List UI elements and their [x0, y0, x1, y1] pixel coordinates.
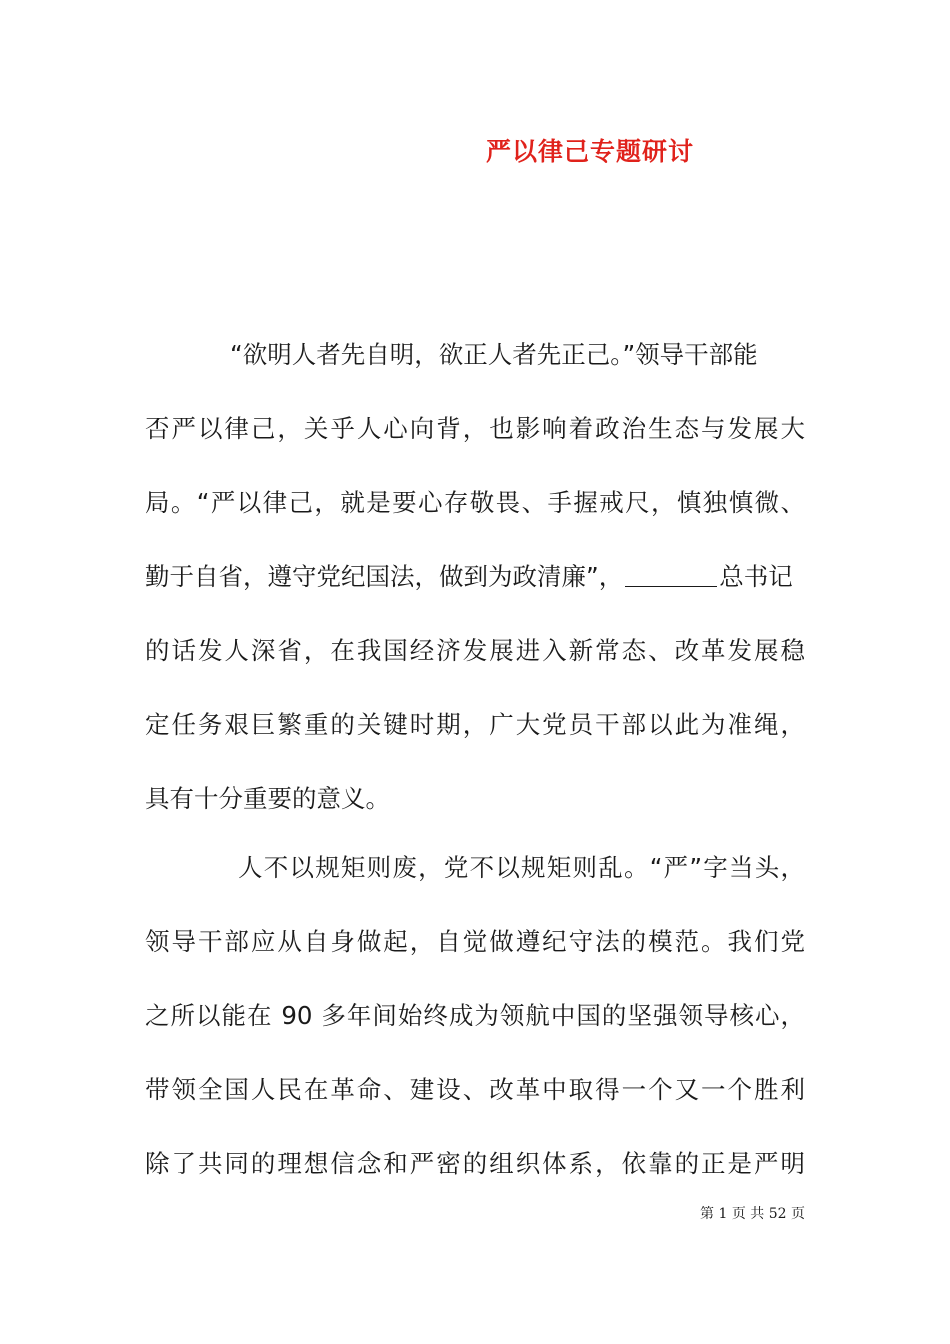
paragraph-1-line-7: 具有十分重要的意义。: [145, 784, 390, 813]
paragraph-1-line-2: 否严以律己，关乎人心向背，也影响着政治生态与发展大: [145, 414, 805, 443]
paragraph-1-line-4-text-before: 勤于自省，遵守党纪国法，做到为政清廉”，: [145, 562, 624, 591]
paragraph-2-line-1: 人不以规矩则废，党不以规矩则乱。“严”字当头，: [238, 853, 805, 882]
paragraph-1-line-6: 定任务艰巨繁重的关键时期，广大党员干部以此为准绳，: [145, 710, 805, 739]
paragraph-1-line-4: [145, 557, 805, 597]
paragraph-1-line-4-text-after: 总书记: [719, 562, 793, 591]
paragraph-2-line-3: 之所以能在 90 多年间始终成为领航中国的坚强领导核心，: [145, 1001, 805, 1030]
document-title: 严以律己专题研讨: [485, 137, 694, 166]
paragraph-2-line-5: 除了共同的理想信念和严密的组织体系，依靠的正是严明: [145, 1149, 805, 1178]
fill-in-blank: [625, 584, 717, 587]
paragraph-1-line-1: “欲明人者先自明，欲正人者先正己。”领导干部能: [230, 340, 758, 369]
paragraph-1-line-5: 的话发人深省，在我国经济发展进入新常态、改革发展稳: [145, 636, 805, 665]
paragraph-2-line-4: 带领全国人民在革命、建设、改革中取得一个又一个胜利: [145, 1075, 805, 1104]
paragraph-2-line-2: 领导干部应从自身做起，自觉做遵纪守法的模范。我们党: [145, 927, 805, 956]
page-number: 第 1 页 共 52 页: [700, 1206, 805, 1222]
paragraph-1-line-3: 局。“严以律己，就是要心存敬畏、手握戒尺，慎独慎微、: [145, 488, 805, 517]
